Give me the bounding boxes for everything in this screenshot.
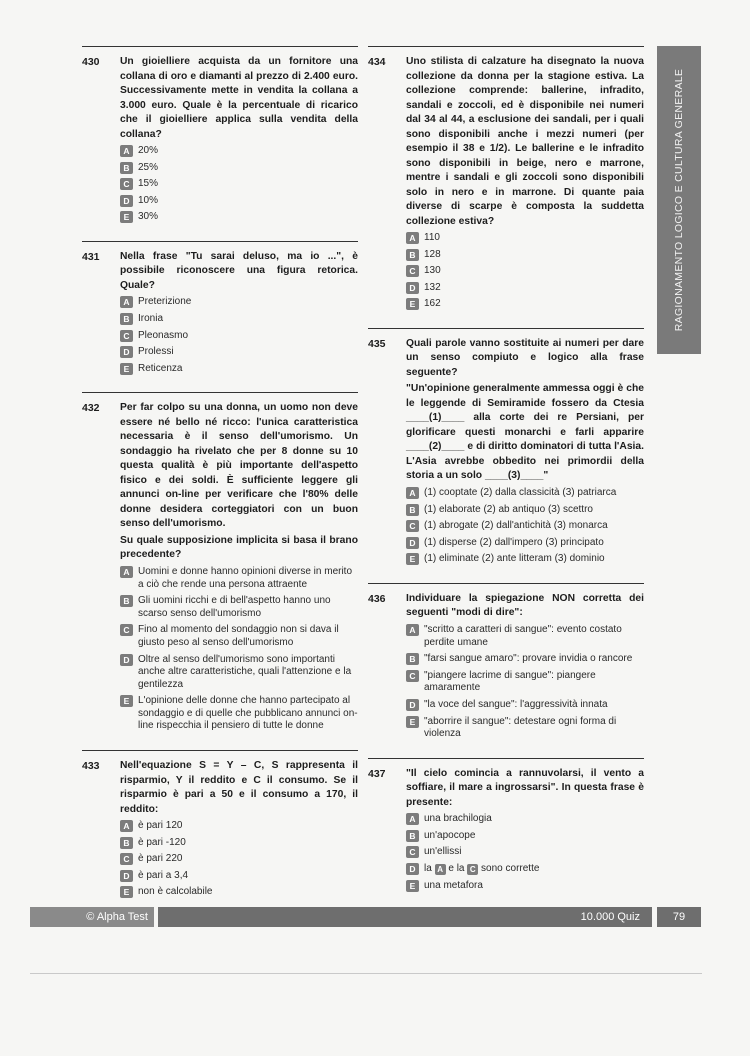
option-text: 132 (424, 281, 441, 293)
question-passage: Per far colpo su una donna, un uomo non deve essere né bello né ricco: l'unica caratteristica necessaria è il senso dell'umorismo. Un sondaggio ha rivelato che per 8 donne su 10 questa qualità è più importante dell'aspetto fisico e dei soldi. È sufficiente leggere gli annunci on-line per verificare che l'80% delle donne desidera corteggiatori con un buon senso dell'umorismo. (120, 402, 358, 530)
option-text: Oltre al senso dell'umorismo sono importanti anche altre caratteristiche, quali l'attenzione e la gentilezza (138, 653, 352, 690)
option-text: (1) elaborate (2) ab antiquo (3) scettro (424, 503, 593, 515)
option-letter-badge: A (120, 820, 133, 832)
option-e[interactable] (406, 880, 644, 893)
option-c[interactable] (120, 178, 358, 191)
option-letter-badge: A (406, 487, 419, 499)
inline-text: e la (448, 862, 465, 874)
option-letter-badge: B (120, 595, 133, 607)
option-letter-badge: E (120, 886, 133, 898)
option-text: 130 (424, 265, 441, 277)
option-a[interactable] (120, 566, 358, 591)
option-letter-badge: B (120, 162, 133, 174)
option-text: 10% (138, 194, 159, 206)
option-d[interactable] (120, 195, 358, 208)
option-letter-badge: A (120, 145, 133, 157)
option-c[interactable] (120, 624, 358, 649)
option-c[interactable] (406, 265, 644, 278)
option-letter-badge: E (120, 695, 133, 707)
option-e[interactable] (120, 211, 358, 224)
option-e[interactable] (406, 716, 644, 741)
question-number: 433 (82, 760, 100, 773)
option-b[interactable] (406, 504, 644, 517)
option-letter-badge: D (406, 282, 419, 294)
option-letter-badge: A (406, 232, 419, 244)
question-number: 436 (368, 592, 386, 605)
option-text: (1) eliminate (2) ante litteram (3) dominio (424, 553, 605, 565)
option-text: Ironia (138, 313, 164, 325)
option-b[interactable] (120, 595, 358, 620)
option-letter-badge: E (406, 553, 419, 565)
option-d[interactable] (406, 699, 644, 712)
page-number: 79 (657, 907, 701, 927)
option-text: (1) disperse (2) dall'impero (3) principato (424, 536, 604, 548)
option-a[interactable] (120, 296, 358, 309)
question-430 (82, 46, 358, 228)
option-text: Prolessi (138, 346, 174, 358)
option-a[interactable] (406, 813, 644, 826)
question-text: Individuare la spiegazione NON corretta dei seguenti "modi di dire": (406, 592, 644, 619)
inline-text: la (424, 862, 432, 874)
option-d[interactable] (120, 346, 358, 359)
option-letter-badge: D (406, 537, 419, 549)
option-letter-badge: E (120, 211, 133, 223)
question-432 (82, 392, 358, 737)
option-letter-badge: C (406, 846, 419, 858)
option-text: è pari 220 (138, 853, 183, 865)
option-letter-badge: D (406, 699, 419, 711)
option-letter-badge: C (406, 520, 419, 532)
options-list (406, 624, 644, 741)
options-list (406, 487, 644, 566)
question-number: 434 (368, 56, 386, 68)
option-letter-badge: A (406, 813, 419, 825)
option-letter-badge: D (406, 863, 419, 875)
option-letter-badge: E (120, 363, 133, 375)
option-text: 20% (138, 145, 159, 156)
option-a[interactable] (406, 232, 644, 245)
option-text: Uomini e donne hanno opinioni diverse in merito a ciò che rende una persona attraente (138, 565, 353, 590)
bottom-divider (30, 973, 702, 974)
option-letter-badge: A (406, 624, 419, 636)
option-text (424, 863, 644, 876)
option-a[interactable] (120, 145, 358, 158)
option-text: "la voce del sangue": l'aggressività innata (424, 698, 608, 710)
options-list (120, 566, 358, 733)
option-b[interactable] (406, 249, 644, 262)
option-letter-badge: C (120, 853, 133, 865)
option-b[interactable] (120, 837, 358, 850)
question-text: Un gioielliere acquista da un fornitore una collana di oro e diamanti al prezzo di 2.400 euro. Successivamente mette in vendita la collana a 3.000 euro. Quale è la percentuale di ricarico che il gioielliere applica sulla vendita della collana? (120, 56, 358, 140)
question-text: Quali parole vanno sostituite ai numeri per dare un senso compiuto e logico alla frase seguente? (406, 337, 644, 378)
option-b[interactable] (406, 830, 644, 843)
option-text: una metafora (424, 879, 483, 891)
option-text: una brachilogia (424, 813, 492, 825)
option-c[interactable] (120, 853, 358, 866)
option-letter-badge: D (120, 195, 133, 207)
option-a[interactable] (406, 487, 644, 500)
option-c[interactable] (406, 520, 644, 533)
option-c[interactable] (406, 670, 644, 695)
option-a[interactable] (120, 820, 358, 833)
question-number: 437 (368, 767, 386, 780)
option-text: "aborrire il sangue": detestare ogni forma di violenza (424, 715, 617, 740)
option-letter-badge: E (406, 716, 419, 728)
footer-copyright: © Alpha Test (30, 907, 154, 927)
question-number: 431 (82, 250, 100, 263)
option-text: L'opinione delle donne che hanno partecipato al sondaggio e di quelle che pubblicano annunci on-line rispecchia il pensiero di tutte le donne (138, 695, 358, 732)
option-letter-badge: D (120, 870, 133, 882)
option-text: "farsi sangue amaro": provare invidia o rancore (424, 653, 633, 665)
inline-letter-badge: C (467, 864, 478, 875)
section-side-tab-label: RAGIONAMENTO LOGICO E CULTURA GENERALE (673, 68, 685, 332)
option-letter-badge: B (406, 830, 419, 842)
option-letter-badge: C (406, 265, 419, 277)
option-e[interactable] (120, 886, 358, 899)
option-letter-badge: D (120, 346, 133, 358)
question-436 (368, 583, 644, 745)
question-text: "Il cielo comincia a rannuvolarsi, il vento a soffiare, il mare a ingrossarsi". In questa frase è presente: (406, 767, 644, 808)
option-text: è pari -120 (138, 836, 186, 848)
option-letter-badge: B (406, 249, 419, 261)
option-text: Reticenza (138, 362, 183, 374)
question-434 (368, 46, 644, 315)
option-text: è pari a 3,4 (138, 869, 189, 881)
options-list (406, 813, 644, 892)
question-437 (368, 758, 644, 896)
option-text: Pleonasmo (138, 329, 189, 341)
option-text: 110 (424, 232, 440, 243)
option-letter-badge: B (406, 504, 419, 516)
option-text: 162 (424, 298, 441, 310)
option-letter-badge: D (120, 654, 133, 666)
option-text: "scritto a caratteri di sangue": evento costato perdite umane (424, 623, 622, 648)
option-e[interactable] (120, 363, 358, 376)
option-c[interactable] (120, 330, 358, 343)
options-list (120, 820, 358, 899)
option-letter-badge: B (120, 313, 133, 325)
question-433 (82, 750, 358, 903)
option-text: Fino al momento del sondaggio non si dava il giusto peso al senso dell'umorismo (138, 624, 339, 648)
question-431 (82, 241, 358, 379)
option-d[interactable] (406, 537, 644, 550)
question-quote: "Un'opinione generalmente ammessa oggi è che le leggende di Semiramide fossero da Ctesia ____(1)____ alla corte dei re Persiani, per glorificare questi monarchi e farli apparire ____(2)____ e di diritto dominatori di tutta l'Asia. L'Asia avrebbe obbedito nei primordii della storia a un solo ____(3)____" (406, 383, 644, 482)
option-text: Gli uomini ricchi e di bell'aspetto hanno uno scarso senso dell'umorismo (138, 595, 331, 619)
section-side-tab (657, 46, 701, 354)
question-number: 432 (82, 402, 100, 415)
option-letter-badge: C (120, 178, 133, 190)
option-letter-badge: E (406, 298, 419, 310)
option-text: è pari 120 (138, 820, 183, 832)
option-e[interactable] (406, 553, 644, 566)
option-d[interactable] (406, 863, 644, 876)
option-letter-badge: C (406, 670, 419, 682)
left-column (82, 46, 358, 916)
option-letter-badge: B (406, 653, 419, 665)
option-c[interactable] (406, 846, 644, 859)
option-text: (1) abrogate (2) dall'antichità (3) monarca (424, 520, 608, 532)
option-a[interactable] (406, 624, 644, 649)
inline-letter-badge: A (435, 864, 446, 875)
option-text: 15% (138, 178, 159, 190)
question-text: Su quale supposizione implicita si basa il brano precedente? (120, 534, 358, 561)
option-e[interactable] (120, 695, 358, 733)
option-letter-badge: C (120, 330, 133, 342)
question-number: 430 (82, 56, 100, 68)
option-text: Preterizione (138, 296, 192, 308)
options-list (120, 296, 358, 375)
right-column (368, 46, 644, 909)
option-letter-badge: C (120, 624, 133, 636)
option-d[interactable] (120, 654, 358, 692)
question-number: 435 (368, 337, 386, 350)
option-text: 25% (138, 161, 159, 173)
option-text: "piangere lacrime di sangue": piangere amaramente (424, 669, 596, 694)
option-letter-badge: B (120, 837, 133, 849)
option-text: 128 (424, 248, 441, 260)
inline-text: sono corrette (481, 862, 540, 874)
option-e[interactable] (406, 298, 644, 311)
option-text: (1) cooptate (2) dalla classicità (3) patriarca (424, 486, 617, 498)
question-text: Nell'equazione S = Y – C, S rappresenta il risparmio, Y il reddito e C il consumo. Se il risparmio è pari a 50 e il consumo a 170, il reddito: (120, 760, 358, 815)
option-b[interactable] (120, 162, 358, 175)
question-text: Uno stilista di calzature ha disegnato la nuova collezione da donna per la stagione estiva. La collezione comprende: ballerine, infradito, sandali e zoccoli, ed è disponibile nei numeri dal 34 al 44, a esclusione dei sandali, per i quali sono disponibili anche i mezzi numeri (per esempio il 38 e 1/2). Le ballerine e le infradito sono disponibili in beige, nero e marrone, mentre i sandali e gli zoccoli sono disponibili solo in nero e in marrone. Di quante paia diverse di scarpe è composta la suddetta collezione estiva? (406, 56, 644, 227)
option-text: un'apocope (424, 829, 476, 841)
options-list (120, 145, 358, 224)
option-d[interactable] (406, 282, 644, 295)
option-letter-badge: A (120, 296, 133, 308)
option-b[interactable] (120, 313, 358, 326)
option-letter-badge: E (406, 880, 419, 892)
option-text: un'ellissi (424, 846, 462, 858)
option-text: 30% (138, 211, 159, 223)
options-list (406, 232, 644, 311)
question-435 (368, 328, 644, 570)
option-letter-badge: A (120, 566, 133, 578)
option-b[interactable] (406, 653, 644, 666)
footer-book-title: 10.000 Quiz (158, 907, 652, 927)
question-text: Nella frase "Tu sarai deluso, ma io ...", è possibile riconoscere una figura retorica. Quale? (120, 250, 358, 291)
option-text: non è calcolabile (138, 886, 213, 898)
option-d[interactable] (120, 870, 358, 883)
